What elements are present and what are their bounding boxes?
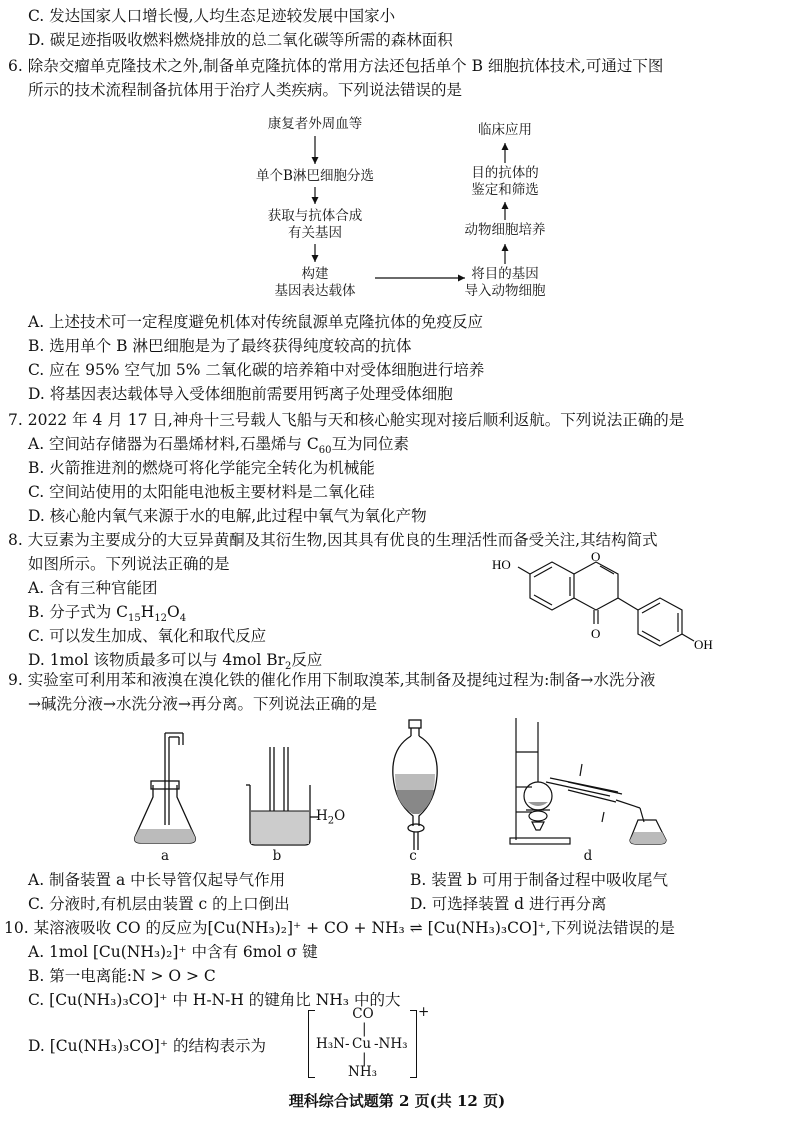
apparatus-a — [125, 725, 205, 855]
q10-stem: 10. 某溶液吸收 CO 的反应为[Cu(NH₃)₂]⁺ + CO + NH₃ ⇌ [Cu(NH₃)₃CO]⁺,下列说法错误的是 — [4, 919, 675, 937]
q8-option-c: C. 可以发生加成、氧化和取代反应 — [28, 627, 267, 645]
q10-option-c: C. [Cu(NH₃)₃CO]⁺ 中 H-N-H 的键角比 NH₃ 中的大 — [28, 991, 401, 1009]
q7-option-b: B. 火箭推进剂的燃烧可将化学能完全转化为机械能 — [28, 459, 375, 477]
label-c: c — [409, 848, 417, 864]
bottom-nh3-label: NH₃ — [348, 1064, 377, 1080]
q9-option-a: A. 制备装置 a 中长导管仅起导气作用 — [28, 871, 286, 889]
flow-l1: 康复者外周血等 — [267, 116, 363, 132]
flow-l3a: 获取与抗体合成 — [267, 208, 363, 224]
q6-stem-2: 所示的技术流程制备抗体用于治疗人类疾病。下列说法错误的是 — [28, 81, 463, 99]
label-a: a — [160, 848, 170, 864]
apparatus-c — [385, 718, 445, 853]
flow-arrows — [0, 0, 794, 320]
q10-option-b: B. 第一电离能:N > O > C — [28, 967, 216, 985]
q6-option-a: A. 上述技术可一定程度避免机体对传统鼠源单克隆抗体的免疫反应 — [28, 313, 484, 331]
q8-stem-2: 如图所示。下列说法正确的是 — [28, 555, 230, 573]
h2o-label — [316, 808, 345, 830]
q8-b-text: B. 分子式为 C — [28, 603, 129, 621]
co-bond: | — [362, 1021, 367, 1037]
q7-a-text: A. 空间站存储器为石墨烯材料,石墨烯与 C — [28, 435, 319, 453]
flow-r1: 临床应用 — [478, 122, 532, 138]
q10-option-d: D. [Cu(NH₃)₃CO]⁺ 的结构表示为 — [28, 1037, 266, 1055]
q8-option-a: A. 含有三种官能团 — [28, 579, 158, 597]
q9-option-d: D. 可选择装置 d 进行再分离 — [410, 895, 607, 913]
flow-l2: 单个B淋巴细胞分选 — [256, 168, 374, 184]
nh3-bond: | — [362, 1051, 367, 1067]
label-d: d — [583, 848, 593, 864]
ho-label: HO — [492, 557, 511, 572]
flow-l4b: 基因表达载体 — [274, 283, 356, 299]
q8-b-sub1: 15 — [128, 613, 141, 625]
q9-option-b: B. 装置 b 可用于制备过程中吸收尾气 — [410, 871, 669, 889]
q7-option-c: C. 空间站使用的太阳能电池板主要材料是二氧化硅 — [28, 483, 375, 501]
flow-l3b: 有关基因 — [288, 225, 342, 241]
page-footer: 理科综合试题第 2 页(共 12 页) — [288, 1092, 506, 1110]
q7-a-text2: 互为同位素 — [331, 435, 410, 453]
left-nh3-label: H₃N- — [316, 1036, 350, 1052]
flow-l4a: 构建 — [301, 266, 329, 282]
q8-d-text: D. 1mol 该物质最多可以与 4mol Br — [28, 651, 286, 669]
ring-o-label: O — [591, 549, 601, 564]
h2o-h: H — [316, 808, 328, 824]
right-nh3-label: -NH₃ — [374, 1036, 408, 1052]
label-b: b — [272, 848, 282, 864]
q7-option-d: D. 核心舱内氧气来源于水的电解,此过程中氧气为氧化产物 — [28, 507, 427, 525]
q6-option-d: D. 将基因表达载体导入受体细胞前需要用钙离子处理受体细胞 — [28, 385, 453, 403]
q9-stem-1: 9. 实验室可利用苯和液溴在溴化铁的催化作用下制取溴苯,其制备及提纯过程为:制备→水洗分液 — [8, 671, 656, 689]
apparatus-d — [510, 712, 710, 852]
q8-b-sub2: 12 — [154, 613, 168, 625]
q8-b-o: O — [167, 603, 180, 621]
daidzein-structure — [490, 549, 750, 652]
q10-option-a: A. 1mol [Cu(NH₃)₂]⁺ 中含有 6mol σ 键 — [28, 943, 318, 961]
oh-label: OH — [694, 637, 713, 652]
h2o-sub: 2 — [327, 815, 335, 827]
option-c-top: C. 发达国家人口增长慢,人均生态足迹较发展中国家小 — [28, 7, 396, 25]
q9-stem-2: →碱洗分液→水洗分液→再分离。下列说法正确的是 — [28, 695, 377, 713]
apparatus-b — [240, 745, 340, 855]
q6-option-b: B. 选用单个 B 淋巴细胞是为了最终获得纯度较高的抗体 — [28, 337, 412, 355]
q8-stem-1: 8. 大豆素为主要成分的大豆异黄酮及其衍生物,因其具有优良的生理活性而备受关注,其结构简式 — [8, 531, 658, 549]
co-label: CO — [352, 1006, 374, 1022]
flow-r3: 动物细胞培养 — [464, 222, 546, 238]
charge-label: + — [418, 1004, 430, 1020]
flow-r4b: 导入动物细胞 — [464, 283, 546, 299]
right-bracket — [410, 1010, 417, 1078]
q6-stem-1: 6. 除杂交瘤单克隆技术之外,制备单克隆抗体的常用方法还包括单个 B 细胞抗体技术,可通过下图 — [8, 57, 664, 75]
q8-b-sub3: 4 — [179, 613, 187, 625]
q7-a-sub: 60 — [318, 445, 332, 457]
option-d-top: D. 碳足迹指吸收燃料燃烧排放的总二氧化碳等所需的森林面积 — [28, 31, 453, 49]
cu-label: Cu — [352, 1036, 372, 1052]
flow-r2a: 目的抗体的 — [471, 165, 539, 181]
q8-d-text2: 反应 — [291, 651, 323, 669]
flow-r2b: 鉴定和筛选 — [471, 182, 539, 198]
q8-d-sub: 2 — [285, 661, 292, 673]
flow-r4a: 将目的基因 — [471, 266, 539, 282]
q6-option-c: C. 应在 95% 空气加 5% 二氧化碳的培养箱中对受体细胞进行培养 — [28, 361, 485, 379]
h2o-o: O — [334, 808, 346, 824]
carbonyl-o-label: O — [591, 626, 601, 641]
q9-option-c: C. 分液时,有机层由装置 c 的上口倒出 — [28, 895, 290, 913]
left-bracket — [308, 1010, 315, 1078]
q8-b-h: H — [140, 603, 155, 621]
q7-stem: 7. 2022 年 4 月 17 日,神舟十三号载人飞船与天和核心舱实现对接后顺利返航。下列说法正确的是 — [8, 411, 685, 429]
